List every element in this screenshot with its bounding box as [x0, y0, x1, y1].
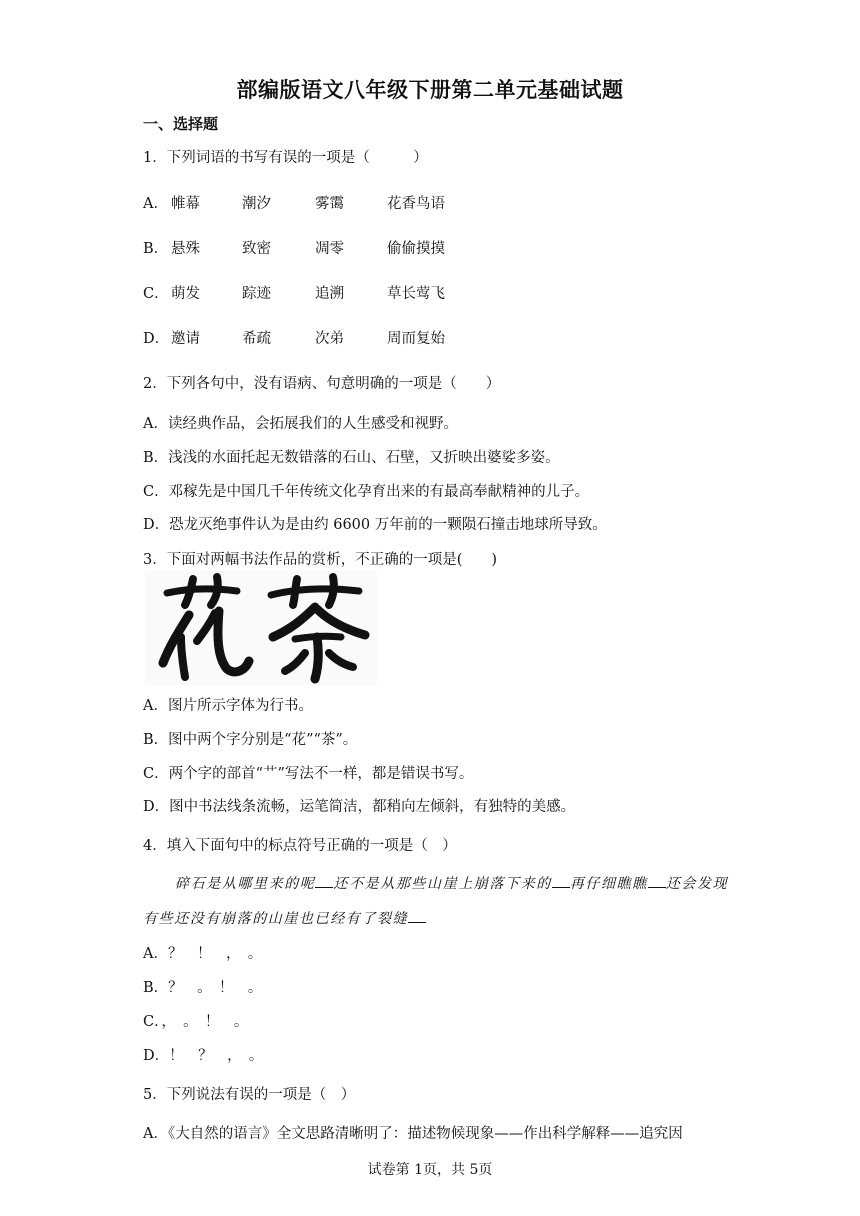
option-word: 花香鸟语 [387, 196, 445, 212]
passage-segment: 碎石是从哪里来的呢 [175, 876, 316, 892]
option-word: 潮汐 [242, 196, 271, 212]
question-1-option-a[interactable] [143, 192, 445, 213]
passage-segment: 还不是从那些山崖上崩落下来的 [333, 876, 552, 892]
option-word: 次弟 [315, 331, 344, 347]
question-5-stem: 5．下列说法有误的一项是（ ） [143, 1087, 356, 1103]
option-word: 雾霭 [315, 196, 344, 212]
option-word: 邀请 [171, 331, 200, 347]
blank [552, 875, 570, 888]
question-4-option-a[interactable]: A．？ ！ ， 。 [143, 946, 263, 962]
question-3-stem: 3．下面对两幅书法作品的赏析，不正确的一项是( ) [143, 552, 498, 568]
question-4-option-c[interactable]: C．， 。 ！ 。 [143, 1014, 249, 1030]
question-2-option-a[interactable]: A．读经典作品，会拓展我们的人生感受和视野。 [143, 416, 458, 432]
question-5-option-a[interactable]: A．《大自然的语言》全文思路清晰明了：描述物候现象——作出科学解释——追究因 [143, 1126, 683, 1142]
option-label: B． [143, 241, 169, 257]
question-2-stem: 2．下列各句中，没有语病、句意明确的一项是（ ） [143, 376, 501, 392]
blank [648, 875, 666, 888]
option-label: A． [143, 196, 168, 212]
passage-segment: 再仔细瞧瞧 [569, 876, 648, 892]
question-4-passage-line-2 [143, 908, 426, 928]
question-1-option-b[interactable] [143, 237, 445, 258]
passage-segment: 有些还没有崩落的山崖也已经有了裂缝 [143, 911, 409, 927]
option-word: 凋零 [315, 241, 344, 257]
section-heading: 一、选择题 [143, 115, 219, 133]
option-word: 萌发 [171, 286, 200, 302]
option-word: 悬殊 [171, 241, 200, 257]
question-2-option-c[interactable]: C．邓稼先是中国几千年传统文化孕育出来的有最高奉献精神的儿子。 [143, 484, 590, 500]
option-label: C． [143, 286, 169, 302]
passage-segment: 还会发现 [665, 876, 729, 892]
question-1-stem: 1．下列词语的书写有误的一项是（ ） [143, 150, 428, 166]
page-title: 部编版语文八年级下册第二单元基础试题 [236, 78, 624, 102]
option-word: 草长莺飞 [387, 286, 445, 302]
option-word: 周而复始 [387, 331, 445, 347]
calligraphy-image [145, 571, 377, 685]
question-2-option-b[interactable]: B．浅浅的水面托起无数错落的石山、石壁，又折映出婆娑多姿。 [143, 450, 560, 466]
question-4-stem: 4．填入下面句中的标点符号正确的一项是（ ） [143, 838, 457, 854]
question-2-option-d[interactable]: D．恐龙灭绝事件认为是由约 6600 万年前的一颗陨石撞击地球所导致。 [143, 517, 607, 533]
option-word: 追溯 [315, 286, 344, 302]
option-label: D． [143, 331, 170, 347]
question-3-option-d[interactable]: D．图中书法线条流畅，运笔简洁，都稍向左倾斜，有独特的美感。 [143, 799, 576, 815]
question-3-option-b[interactable]: B．图中两个字分别是“花”“茶”。 [143, 732, 358, 748]
question-3-option-a[interactable]: A．图片所示字体为行书。 [143, 698, 313, 714]
question-4-option-d[interactable]: D．！ ？ ， 。 [143, 1048, 264, 1064]
question-4-option-b[interactable]: B．？ 。 ！ 。 [143, 980, 263, 996]
option-word: 踪迹 [242, 286, 271, 302]
page-footer: 试卷第 1页，共 5页 [367, 1162, 493, 1178]
question-1-option-c[interactable] [143, 282, 445, 303]
question-4-passage-line-1 [175, 873, 728, 893]
option-word: 致密 [242, 241, 271, 257]
option-word: 希疏 [242, 331, 271, 347]
option-word: 偷偷摸摸 [387, 241, 445, 257]
question-1-option-d[interactable] [143, 327, 445, 348]
blank [315, 875, 333, 888]
question-3-option-c[interactable]: C．两个字的部首“艹”写法不一样，都是错误书写。 [143, 766, 474, 782]
option-word: 帷幕 [171, 196, 200, 212]
blank [408, 910, 426, 923]
